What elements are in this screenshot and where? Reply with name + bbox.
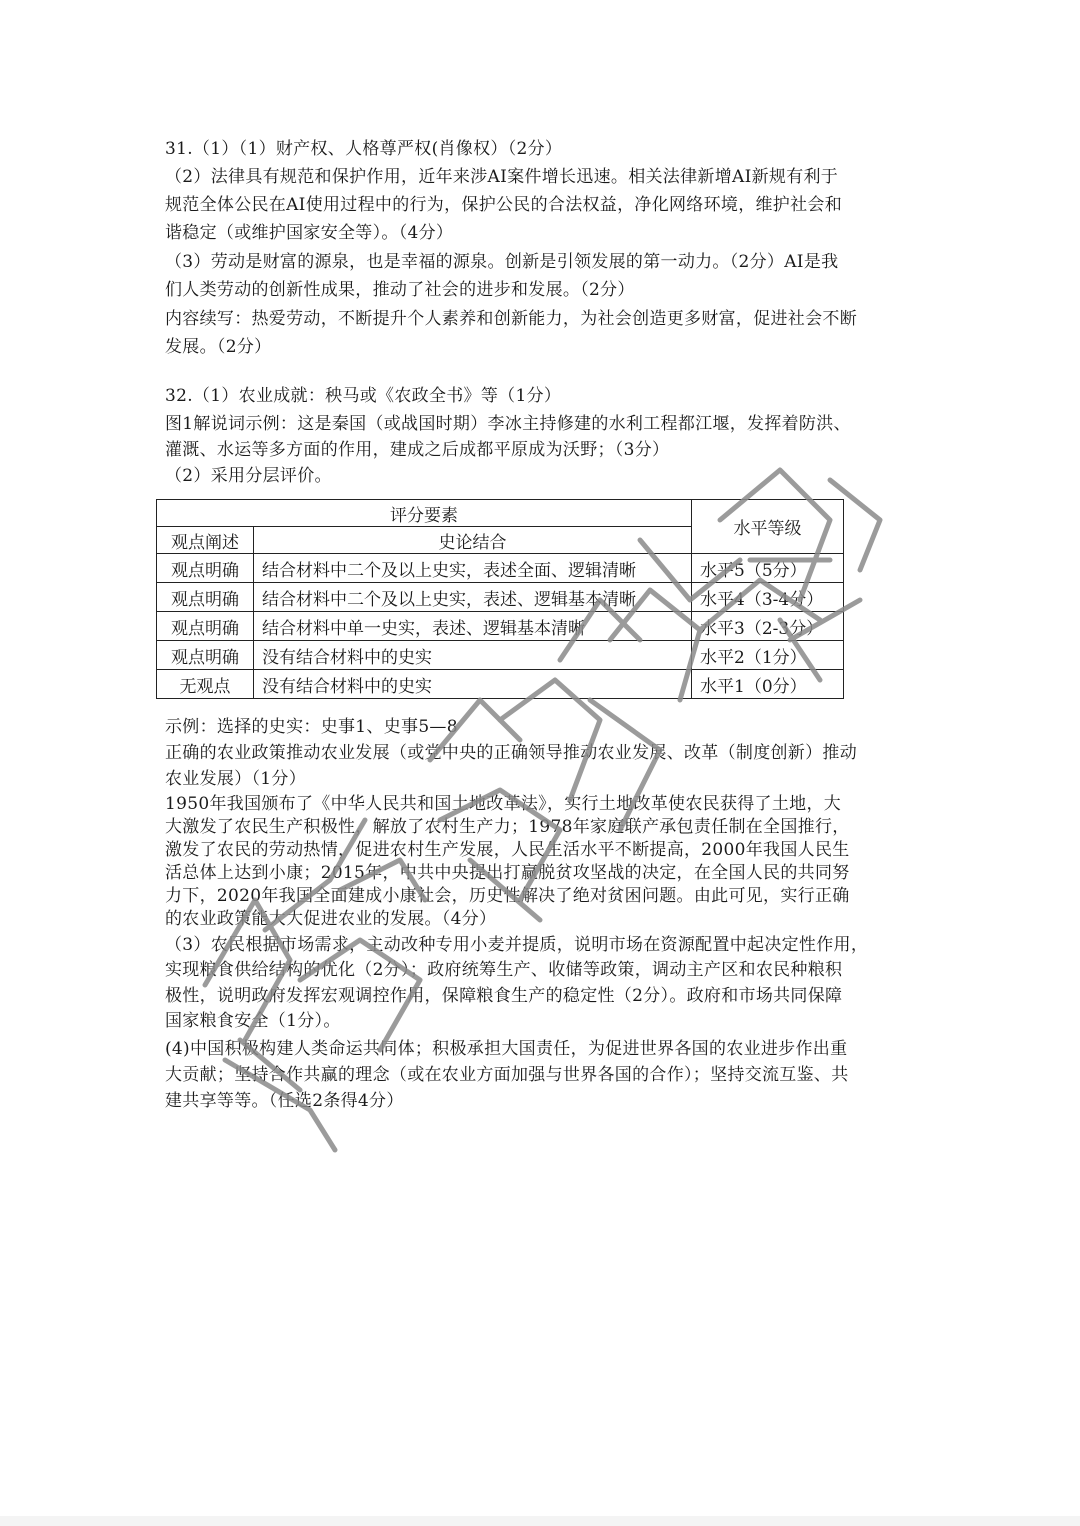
row-description: 没有结合材料中的史实	[254, 670, 692, 699]
row-viewpoint: 观点明确	[157, 612, 254, 641]
row-description: 结合材料中二个及以上史实，表述全面、逻辑清晰	[254, 554, 692, 583]
row-level: 水平5（5分）	[692, 554, 844, 583]
row-level: 水平4（3-4分）	[692, 583, 844, 612]
q32-example-4: 1950年我国颁布了《中华人民共和国土地改革法》，实行土地改革使农民获得了土地，大	[165, 794, 842, 814]
q32-part3-line-4: 国家粮食安全（1分）。	[165, 1011, 341, 1031]
q31-line-3: 规范全体公民在AI使用过程中的行为，保护公民的合法权益，净化网络环境，维护社会和	[165, 195, 842, 215]
grading-header-criteria: 评分要素	[157, 500, 692, 527]
row-description: 结合材料中单一史实，表述、逻辑基本清晰	[254, 612, 692, 641]
row-level: 水平2（1分）	[692, 641, 844, 670]
q31-line-1: 31.（1）（1）财产权、人格尊严权(肖像权）（2分）	[165, 139, 563, 159]
grading-subheader-viewpoint: 观点阐述	[157, 527, 254, 554]
page-bottom-edge	[0, 1516, 1080, 1526]
row-viewpoint: 观点明确	[157, 641, 254, 670]
row-viewpoint: 观点明确	[157, 583, 254, 612]
q32-example-6: 激发了农民的劳动热情，促进农村生产发展，人民生活水平不断提高，2000年我国人民生	[165, 840, 850, 860]
q32-part4-line-2: 大贡献；坚持合作共赢的理念（或在农业方面加强与世界各国的合作）；坚持交流互鉴、共	[165, 1065, 849, 1085]
grading-header-level: 水平等级	[692, 500, 844, 554]
table-row	[157, 670, 844, 699]
q32-part4-line-1: (4)中国积极构建人类命运共同体；积极承担大国责任，为促进世界各国的农业进步作出重	[165, 1039, 848, 1059]
q32-example-1: 示例：选择的史实：史事1、史事5—8	[165, 717, 458, 737]
q31-line-8: 发展。（2分）	[165, 337, 272, 357]
row-description: 结合材料中二个及以上史实，表述、逻辑基本清晰	[254, 583, 692, 612]
q31-line-4: 谐稳定（或维护国家安全等）。（4分）	[165, 223, 454, 243]
row-level: 水平1（0分）	[692, 670, 844, 699]
q32-line-1: 32.（1）农业成就：秧马或《农政全书》等（1分）	[165, 386, 562, 406]
q31-line-7: 内容续写：热爱劳动，不断提升个人素养和创新能力，为社会创造更多财富，促进社会不断	[165, 309, 857, 329]
grading-header-row	[157, 500, 844, 527]
table-row	[157, 612, 844, 641]
q32-part4-line-3: 建共享等等。（任选2条得4分）	[165, 1091, 404, 1111]
q32-example-3: 农业发展）（1分）	[165, 769, 307, 789]
table-row	[157, 641, 844, 670]
q31-line-5: （3）劳动是财富的源泉，也是幸福的源泉。创新是引领发展的第一动力。（2分）AI是我	[165, 252, 839, 272]
q32-line-4: （2）采用分层评价。	[165, 466, 332, 486]
q32-example-7: 活总体上达到小康；2015年，中共中央提出打赢脱贫攻坚战的决定，在全国人民的共同努	[165, 863, 850, 883]
grading-subheader-combine: 史论结合	[254, 527, 692, 554]
table-row	[157, 583, 844, 612]
q32-line-2: 图1解说词示例：这是秦国（或战国时期）李冰主持修建的水利工程都江堰，发挥着防洪、	[165, 414, 851, 434]
q32-example-5: 大激发了农民生产积极性，解放了农村生产力；1978年家庭联产承包责任制在全国推行，	[165, 817, 850, 837]
q32-example-9: 的农业政策能大大促进农业的发展。（4分）	[165, 909, 497, 929]
row-viewpoint: 观点明确	[157, 554, 254, 583]
q32-line-3: 灌溉、水运等多方面的作用，建成之后成都平原成为沃野；（3分）	[165, 440, 670, 460]
q31-line-6: 们人类劳动的创新性成果，推动了社会的进步和发展。（2分）	[165, 280, 635, 300]
q32-example-2: 正确的农业政策推动农业发展（或党中央的正确领导推动农业发展、改革（制度创新）推动	[165, 743, 857, 763]
table-row	[157, 554, 844, 583]
q32-example-8: 力下，2020年我国全面建成小康社会，历史性解决了绝对贫困问题。由此可见，实行正确	[165, 886, 850, 906]
q32-part3-line-1: （3）农民根据市场需求，主动改种专用小麦并提质，说明市场在资源配置中起决定性作用，	[165, 935, 869, 955]
q31-line-2: （2）法律具有规范和保护作用，近年来涉AI案件增长迅速。相关法律新增AI新规有利于	[165, 167, 839, 187]
row-viewpoint: 无观点	[157, 670, 254, 699]
q32-part3-line-2: 实现粮食供给结构的优化（2分）；政府统筹生产、收储等政策，调动主产区和农民种粮积	[165, 960, 843, 980]
grading-table	[156, 499, 844, 699]
q32-part3-line-3: 极性，说明政府发挥宏观调控作用，保障粮食生产的稳定性（2分）。政府和市场共同保障	[165, 986, 843, 1006]
row-description: 没有结合材料中的史实	[254, 641, 692, 670]
row-level: 水平3（2-3分）	[692, 612, 844, 641]
